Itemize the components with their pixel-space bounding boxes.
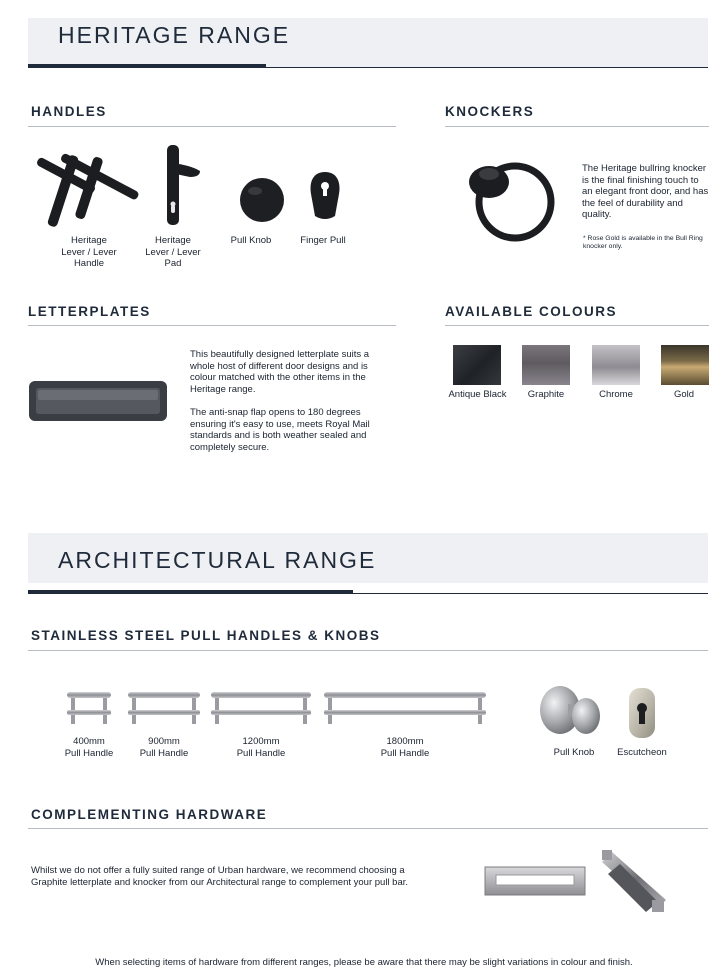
pull-handle-1800-image <box>323 690 487 726</box>
pull-handle-900-caption: 900mm Pull Handle <box>139 736 189 759</box>
lever-lever-handle-image <box>36 148 152 228</box>
knockers-rule <box>445 126 709 127</box>
pull-handle-1200-image <box>210 690 312 726</box>
lever-lever-handle-caption: Heritage Lever / Lever Handle <box>61 235 117 269</box>
pull-handles-heading: STAINLESS STEEL PULL HANDLES & KNOBS <box>31 628 381 643</box>
swatch-gold <box>661 345 709 385</box>
colours-rule <box>445 325 709 326</box>
pull-handle-400-image <box>66 690 112 726</box>
footer-disclaimer: When selecting items of hardware from different ranges, please be aware that there may be slight variations in colour and finish. <box>95 957 633 968</box>
heritage-title-underline <box>28 64 266 68</box>
pull-handle-400-caption: 400mm Pull Handle <box>64 736 114 759</box>
knocker-description: The Heritage bullring knocker is the final finishing touch to an elegant front door, and has the feel of durability and quality. <box>582 163 709 220</box>
architectural-title-underline <box>28 590 353 594</box>
complementing-rule <box>28 828 708 829</box>
escutcheon-caption: Escutcheon <box>617 747 667 758</box>
swatch-antique-black-label: Antique Black <box>448 389 507 400</box>
pull-handle-900-image <box>127 690 201 726</box>
pull-handle-1200-caption: 1200mm Pull Handle <box>236 736 286 759</box>
pull-handles-rule <box>28 650 708 651</box>
handles-rule <box>28 126 396 127</box>
complementing-text: Whilst we do not offer a fully suited range of Urban hardware, we recommend choosing a Graphite letterplate and knocker from our Architectural range to complement your pull bar. <box>31 865 409 888</box>
lever-lever-pad-caption: Heritage Lever / Lever Pad <box>145 235 201 269</box>
lever-lever-pad-image <box>160 143 204 227</box>
letterplates-rule <box>28 325 396 326</box>
graphite-knocker-image <box>598 848 670 916</box>
architectural-title: ARCHITECTURAL RANGE <box>58 547 377 573</box>
handles-heading: HANDLES <box>31 104 107 119</box>
swatch-graphite <box>522 345 570 385</box>
knocker-note: * Rose Gold is available in the Bull Ring knocker only. <box>583 235 703 250</box>
swatch-chrome <box>592 345 640 385</box>
swatch-chrome-label: Chrome <box>599 389 633 400</box>
escutcheon-image <box>627 686 657 740</box>
heritage-pull-knob-caption: Pull Knob <box>230 235 272 246</box>
stainless-pull-knob-image <box>538 682 602 740</box>
letterplate-para-2: The anti-snap flap opens to 180 degrees ensuring it's easy to use, meets Royal Mail standards and is both weather sealed and completely secure. <box>190 407 370 453</box>
heritage-title: HERITAGE RANGE <box>58 22 291 48</box>
architectural-divider <box>353 593 708 594</box>
colours-heading: AVAILABLE COLOURS <box>445 304 617 319</box>
graphite-letterplate-image <box>484 866 586 896</box>
swatch-graphite-label: Graphite <box>527 389 565 400</box>
complementing-heading: COMPLEMENTING HARDWARE <box>31 807 268 822</box>
letterplate-para-1: This beautifully designed letterplate suits a whole host of different door designs and is colour matched with the other items in the Heritage range. <box>190 349 370 395</box>
heritage-pull-knob-image <box>238 176 286 224</box>
pull-handle-1800-caption: 1800mm Pull Handle <box>380 736 430 759</box>
stainless-pull-knob-caption: Pull Knob <box>553 747 595 758</box>
swatch-antique-black <box>453 345 501 385</box>
letterplates-heading: LETTERPLATES <box>28 304 151 319</box>
heritage-divider <box>266 67 708 68</box>
finger-pull-image <box>307 170 343 222</box>
finger-pull-caption: Finger Pull <box>300 235 346 246</box>
swatch-gold-label: Gold <box>673 389 695 400</box>
letterplate-image <box>28 380 168 422</box>
bullring-knocker-image <box>453 152 565 242</box>
knockers-heading: KNOCKERS <box>445 104 535 119</box>
